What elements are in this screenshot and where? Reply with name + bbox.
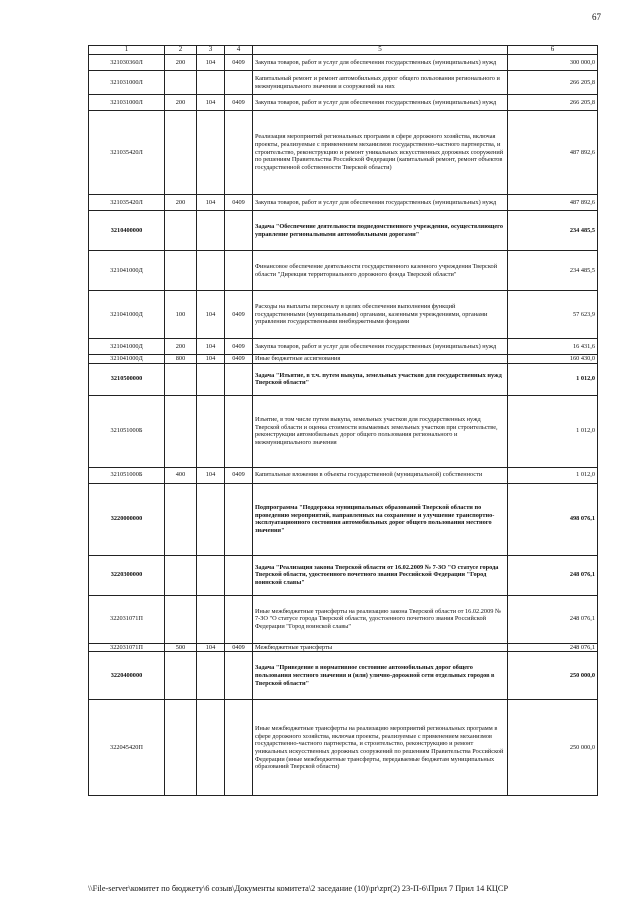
expense-type-cell: 800 (165, 355, 197, 364)
amount-cell: 250 000,0 (508, 652, 598, 700)
amount-cell: 160 430,0 (508, 355, 598, 364)
code-cell: 321035420Л (89, 195, 165, 211)
header-cell: 6 (508, 46, 598, 55)
subsection-cell (225, 363, 253, 395)
code-cell: 3220000000 (89, 483, 165, 555)
description-cell: Задача "Реализация закона Тверской области от 16.02.2009 № 7-ЗО "О статусе города Тверской области, удостоенного почетного звания Российской Федерации "Город воинской славы" (253, 555, 508, 595)
subsection-cell (225, 251, 253, 291)
description-cell: Закупка товаров, работ и услуг для обеспечения государственных (муниципальных) нужд (253, 339, 508, 355)
description-cell: Закупка товаров, работ и услуг для обеспечения государственных (муниципальных) нужд (253, 95, 508, 111)
subsection-cell (225, 595, 253, 643)
description-cell: Иные межбюджетные трансферты на реализацию мероприятий региональных программ в сфере дорожного хозяйства, включая проекты, реализуемые с применением механизмов государственно-частного партнерства, и строительство, реконструкцию и ремонт уникальных искусственных дорожных сооружений по решениям Правительства Российской Федерации (иные межбюджетные трансферты, передаваемые бюджетам муниципальных образований Тверской области) (253, 700, 508, 796)
expense-type-cell: 400 (165, 467, 197, 483)
description-cell: Расходы на выплаты персоналу в целях обеспечения выполнения функций государственными (муниципальными) органами, казенными учреждениями, органами управления государственными внебюджетными фондами (253, 291, 508, 339)
amount-cell: 248 076,1 (508, 595, 598, 643)
expense-type-cell (165, 652, 197, 700)
section-cell (197, 251, 225, 291)
section-cell (197, 71, 225, 95)
description-cell: Подпрограмма "Поддержка муниципальных образований Тверской области по проведению мероприятий, направленных на сохранение и улучшение транспортно-эксплуатационного состояния автомобильных дорог общего пользования местного значения" (253, 483, 508, 555)
section-cell: 104 (197, 291, 225, 339)
expense-type-cell (165, 111, 197, 195)
subsection-cell: 0409 (225, 467, 253, 483)
expense-type-cell: 100 (165, 291, 197, 339)
section-cell (197, 483, 225, 555)
table-row (89, 71, 598, 95)
code-cell: 3220400000 (89, 652, 165, 700)
table-row (89, 363, 598, 395)
subsection-cell: 0409 (225, 355, 253, 364)
expense-type-cell (165, 395, 197, 467)
amount-cell: 266 205,8 (508, 71, 598, 95)
subsection-cell (225, 555, 253, 595)
subsection-cell: 0409 (225, 95, 253, 111)
code-cell: 322045420П (89, 700, 165, 796)
description-cell: Закупка товаров, работ и услуг для обеспечения государственных (муниципальных) нужд (253, 55, 508, 71)
expense-type-cell (165, 211, 197, 251)
amount-cell: 248 076,1 (508, 643, 598, 652)
section-cell (197, 395, 225, 467)
expense-type-cell (165, 71, 197, 95)
code-cell: 321041000Д (89, 355, 165, 364)
section-cell (197, 700, 225, 796)
subsection-cell (225, 71, 253, 95)
expense-type-cell (165, 363, 197, 395)
header-cell: 5 (253, 46, 508, 55)
section-cell (197, 363, 225, 395)
subsection-cell (225, 700, 253, 796)
table-row (89, 652, 598, 700)
header-cell: 2 (165, 46, 197, 55)
subsection-cell: 0409 (225, 55, 253, 71)
table-row (89, 595, 598, 643)
subsection-cell: 0409 (225, 339, 253, 355)
header-cell: 4 (225, 46, 253, 55)
section-cell (197, 652, 225, 700)
table-row (89, 195, 598, 211)
amount-cell: 250 000,0 (508, 700, 598, 796)
code-cell: 321041000Д (89, 339, 165, 355)
table-row (89, 111, 598, 195)
expense-type-cell: 500 (165, 643, 197, 652)
expense-type-cell: 200 (165, 95, 197, 111)
expense-type-cell (165, 595, 197, 643)
amount-cell: 266 205,8 (508, 95, 598, 111)
section-cell: 104 (197, 355, 225, 364)
subsection-cell (225, 483, 253, 555)
code-cell: 321031000Л (89, 71, 165, 95)
table-row (89, 555, 598, 595)
code-cell: 321031000Л (89, 95, 165, 111)
code-cell: 3210400000 (89, 211, 165, 251)
amount-cell: 498 076,1 (508, 483, 598, 555)
table-row (89, 483, 598, 555)
code-cell: 321030360Л (89, 55, 165, 71)
section-cell (197, 111, 225, 195)
description-cell: Задача "Изъятие, в т.ч. путем выкупа, земельных участков для государственных нужд Тверской области" (253, 363, 508, 395)
section-cell: 104 (197, 339, 225, 355)
subsection-cell (225, 211, 253, 251)
page-number: 67 (592, 12, 601, 22)
amount-cell: 16 431,6 (508, 339, 598, 355)
amount-cell: 57 623,9 (508, 291, 598, 339)
table-row (89, 339, 598, 355)
amount-cell: 1 012,0 (508, 363, 598, 395)
description-cell: Задача "Обеспечение деятельности подведомственного учреждения, осуществляющего управление региональными автомобильными дорогами" (253, 211, 508, 251)
table-row (89, 395, 598, 467)
expense-type-cell (165, 555, 197, 595)
amount-cell: 1 012,0 (508, 467, 598, 483)
description-cell: Иные бюджетные ассигнования (253, 355, 508, 364)
amount-cell: 487 892,6 (508, 111, 598, 195)
amount-cell: 487 892,6 (508, 195, 598, 211)
amount-cell: 234 485,5 (508, 251, 598, 291)
table-row (89, 291, 598, 339)
table-row (89, 95, 598, 111)
table-row (89, 467, 598, 483)
code-cell: 3210500000 (89, 363, 165, 395)
subsection-cell: 0409 (225, 195, 253, 211)
table-row (89, 55, 598, 71)
amount-cell: 234 485,5 (508, 211, 598, 251)
subsection-cell (225, 111, 253, 195)
expense-type-cell (165, 251, 197, 291)
description-cell: Изъятие, в том числе путем выкупа, земельных участков для государственных нужд Тверской области и оценка стоимости изымаемых земельных участков при строительстве, реконструкции автомобильных дорог общего пользования регионального и межмуниципального значения (253, 395, 508, 467)
expense-type-cell: 200 (165, 195, 197, 211)
budget-table (88, 45, 598, 796)
table-row (89, 643, 598, 652)
description-cell: Финансовое обеспечение деятельности государственного казенного учреждения Тверской области "Дирекция территориального дорожного фонда Тверской области" (253, 251, 508, 291)
table-row (89, 700, 598, 796)
file-path-footer: \\File-server\комитет по бюджету\6 созыв\Документы комитета\2 заседание (10)\pr\zpr(2) 23-П-6\Прил 7 Прил 14 КЦСР (88, 884, 509, 893)
code-cell: 321051000Б (89, 395, 165, 467)
section-cell: 104 (197, 95, 225, 111)
section-cell (197, 211, 225, 251)
code-cell: 321051000Б (89, 467, 165, 483)
subsection-cell: 0409 (225, 643, 253, 652)
description-cell: Закупка товаров, работ и услуг для обеспечения государственных (муниципальных) нужд (253, 195, 508, 211)
description-cell: Капитальный ремонт и ремонт автомобильных дорог общего пользования регионального и межмуниципального значения и сооружений на них (253, 71, 508, 95)
expense-type-cell (165, 700, 197, 796)
amount-cell: 248 076,1 (508, 555, 598, 595)
code-cell: 321041000Д (89, 291, 165, 339)
description-cell: Реализация мероприятий региональных программ в сфере дорожного хозяйства, включая проекты, реализуемые с применением механизмов государственно-частного партнерства, и строительство, реконструкцию и ремонт уникальных искусственных дорожных сооружений по решениям Правительства Российской Федерации (капитальный ремонт, ремонт объектов государственной собственности Тверской области) (253, 111, 508, 195)
expense-type-cell: 200 (165, 339, 197, 355)
subsection-cell (225, 652, 253, 700)
header-cell: 1 (89, 46, 165, 55)
section-cell: 104 (197, 195, 225, 211)
amount-cell: 300 000,0 (508, 55, 598, 71)
code-cell: 3220300000 (89, 555, 165, 595)
section-cell (197, 595, 225, 643)
header-cell: 3 (197, 46, 225, 55)
subsection-cell (225, 395, 253, 467)
section-cell: 104 (197, 467, 225, 483)
code-cell: 322031071П (89, 643, 165, 652)
code-cell: 321035420Л (89, 111, 165, 195)
expense-type-cell (165, 483, 197, 555)
table-row (89, 211, 598, 251)
table-row (89, 355, 598, 364)
description-cell: Задача "Приведение в нормативное состояние автомобильных дорог общего пользования местного значения и (или) улично-дорожной сети отдельных городов в Тверской области" (253, 652, 508, 700)
code-cell: 321041000Д (89, 251, 165, 291)
expense-type-cell: 200 (165, 55, 197, 71)
description-cell: Иные межбюджетные трансферты на реализацию закона Тверской области от 16.02.2009 № 7-ЗО "О статусе города Тверской области, удостоенного почетного звания Российской Федерации "Город воинской славы" (253, 595, 508, 643)
amount-cell: 1 012,0 (508, 395, 598, 467)
section-cell: 104 (197, 643, 225, 652)
section-cell (197, 555, 225, 595)
subsection-cell: 0409 (225, 291, 253, 339)
code-cell: 322031071П (89, 595, 165, 643)
table-header (89, 46, 598, 55)
description-cell: Капитальные вложения в объекты государственной (муниципальной) собственности (253, 467, 508, 483)
table-row (89, 251, 598, 291)
description-cell: Межбюджетные трансферты (253, 643, 508, 652)
section-cell: 104 (197, 55, 225, 71)
